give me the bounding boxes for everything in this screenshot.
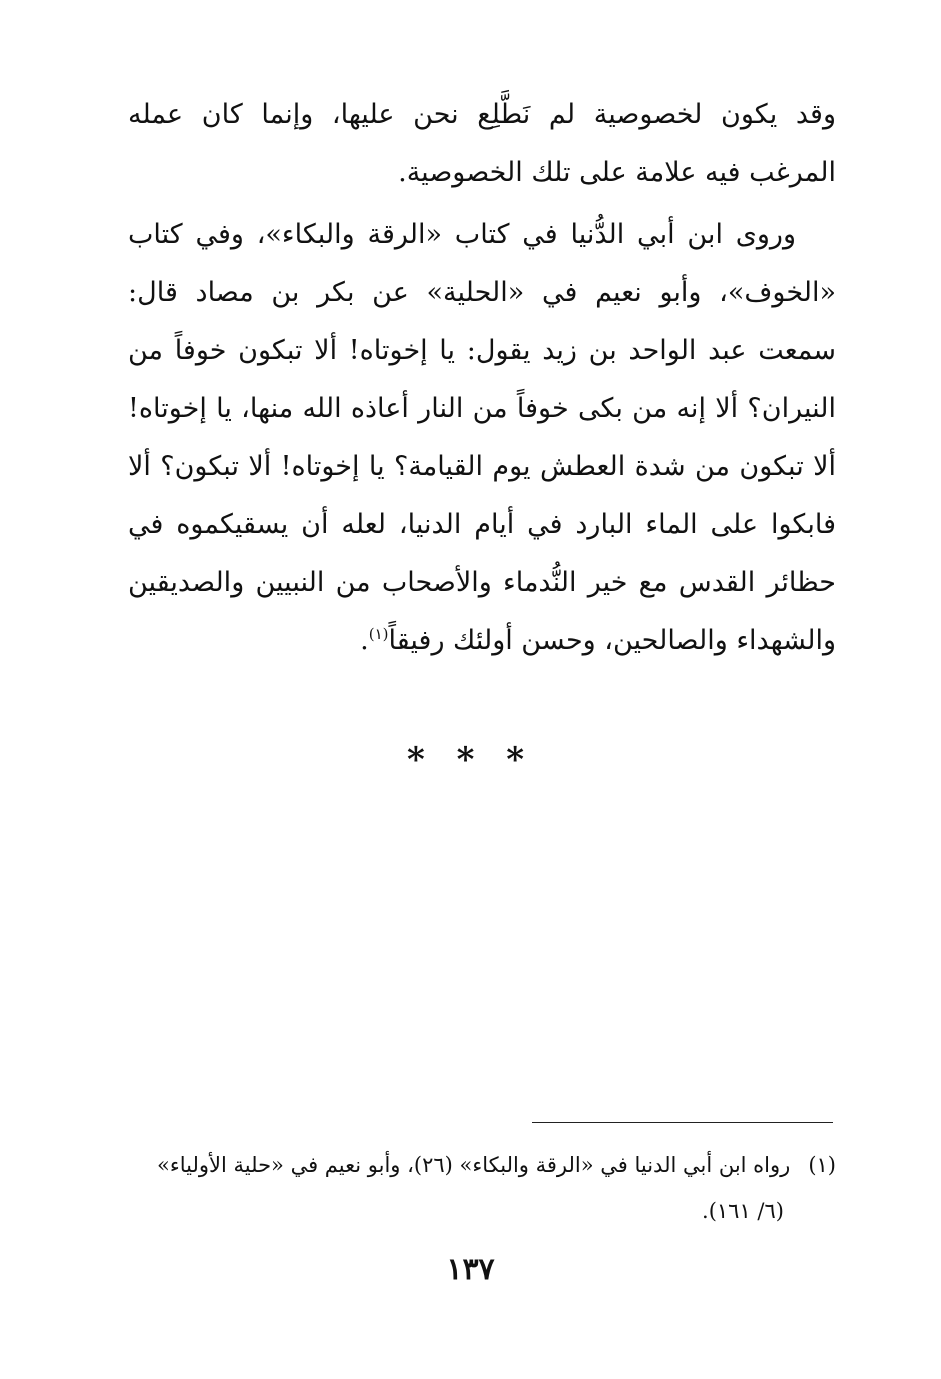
body-paragraph-1 [128,86,836,202]
footnote-reference[interactable]: (١) [368,625,389,643]
section-separator: * * * [406,740,534,780]
page-number: ١٣٧ [446,1252,495,1287]
paragraph-1-text: وقد يكون لخصوصية لم نَطَّلِع نحن عليها، وإنما كان عمله المرغب فيه علامة على تلك الخصوصية. [128,99,836,188]
footnote-text: رواه ابن أبي الدنيا في «الرقة والبكاء» (٢٦)، وأبو نعيم في «حلية الأولياء» [157,1153,791,1177]
paragraph-2-end: . [360,625,369,656]
footnote-number: (١) [808,1153,836,1177]
footnote-divider [532,1122,833,1123]
paragraph-2-text: وروى ابن أبي الدُّنيا في كتاب «الرقة والبكاء»، وفي كتاب «الخوف»، وأبو نعيم في «الحلية» عن بكر بن مصاد قال: سمعت عبد الواحد بن زيد يقول: يا إخوتاه! ألا تبكون خوفاً من النيران؟ ألا إنه من بكى خوفاً من النار أعاذه الله منها، يا إخوتاه! ألا تبكون من شدة العطش يوم القيامة؟ يا إخوتاه! ألا تبكون؟ ألا فابكوا على الماء البارد في أيام الدنيا، لعله أن يسقيكموه في حظائر القدس مع خير النُّدماء والأصحاب من النبيين والصديقين والشهداء والصالحين، وحسن أولئك رفيقاً [128,219,836,656]
footnote [128,1142,836,1234]
footnote-continuation: (٦/ ١٦١). [702,1199,784,1223]
body-paragraph-2 [128,206,836,670]
